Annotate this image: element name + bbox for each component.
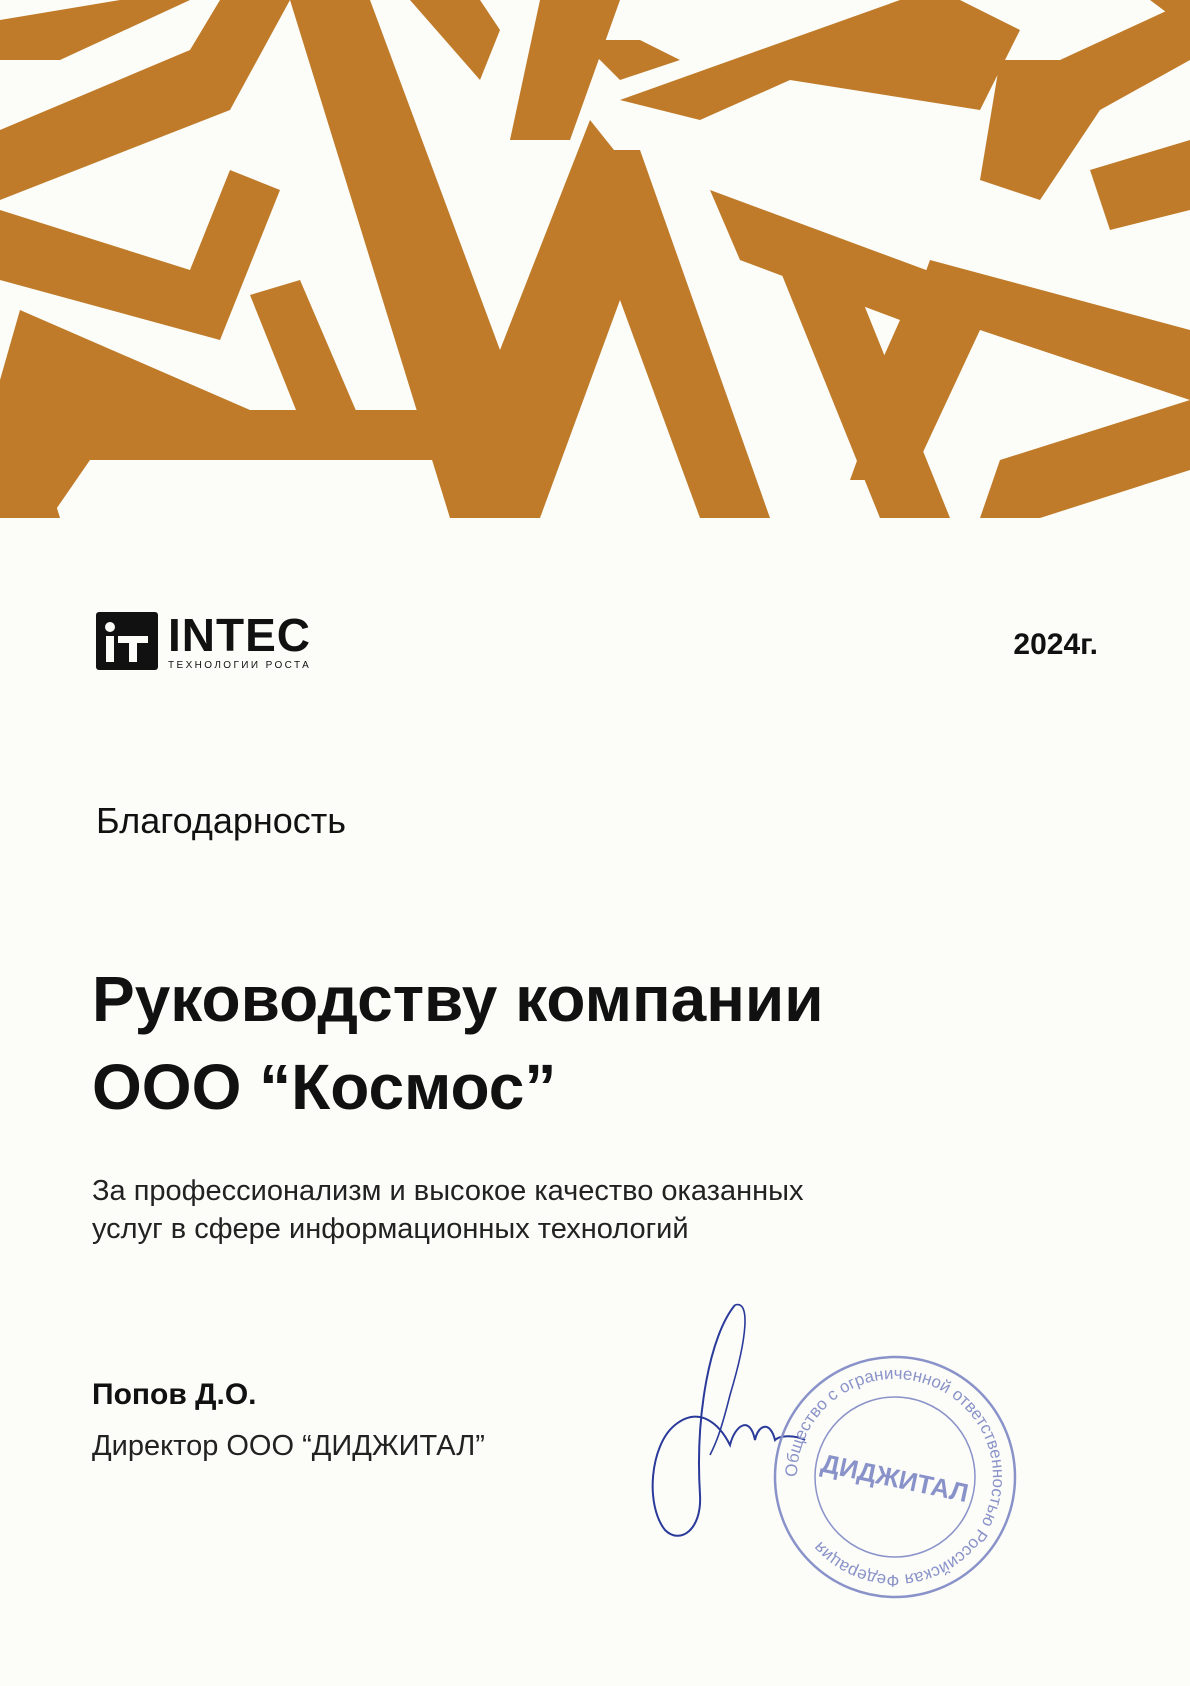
stamp-center-text: ДИДЖИТАЛ — [818, 1447, 972, 1509]
company-stamp — [770, 1352, 1020, 1607]
reason-line-2: услуг в сфере информационных технологий — [92, 1213, 689, 1245]
logo-tagline: ТЕХНОЛОГИИ РОСТА — [168, 660, 312, 671]
reason-line-1: За профессионализм и высокое качество оказанных — [92, 1175, 804, 1207]
recipient-line-2: ООО “Космос” — [92, 1051, 557, 1123]
logo-name: INTEC — [168, 609, 311, 661]
stamp-ring-text: Общество с ограниченной ответственностью Российская Федерация — [781, 1363, 1009, 1591]
document-type: Благодарность — [96, 800, 347, 841]
decorative-pattern-banner — [0, 0, 1190, 518]
geometric-pattern — [0, 0, 1190, 518]
signer-role: Директор ООО “ДИДЖИТАЛ” — [92, 1430, 485, 1462]
signer-name: Попов Д.О. — [92, 1378, 257, 1411]
gratitude-reason — [92, 1172, 992, 1248]
document-year: 2024г. — [1013, 628, 1098, 661]
company-logo — [96, 609, 312, 671]
logo-mark-icon — [96, 612, 158, 670]
recipient-line-1: Руководству компании — [92, 963, 824, 1035]
recipient-heading — [92, 955, 992, 1131]
